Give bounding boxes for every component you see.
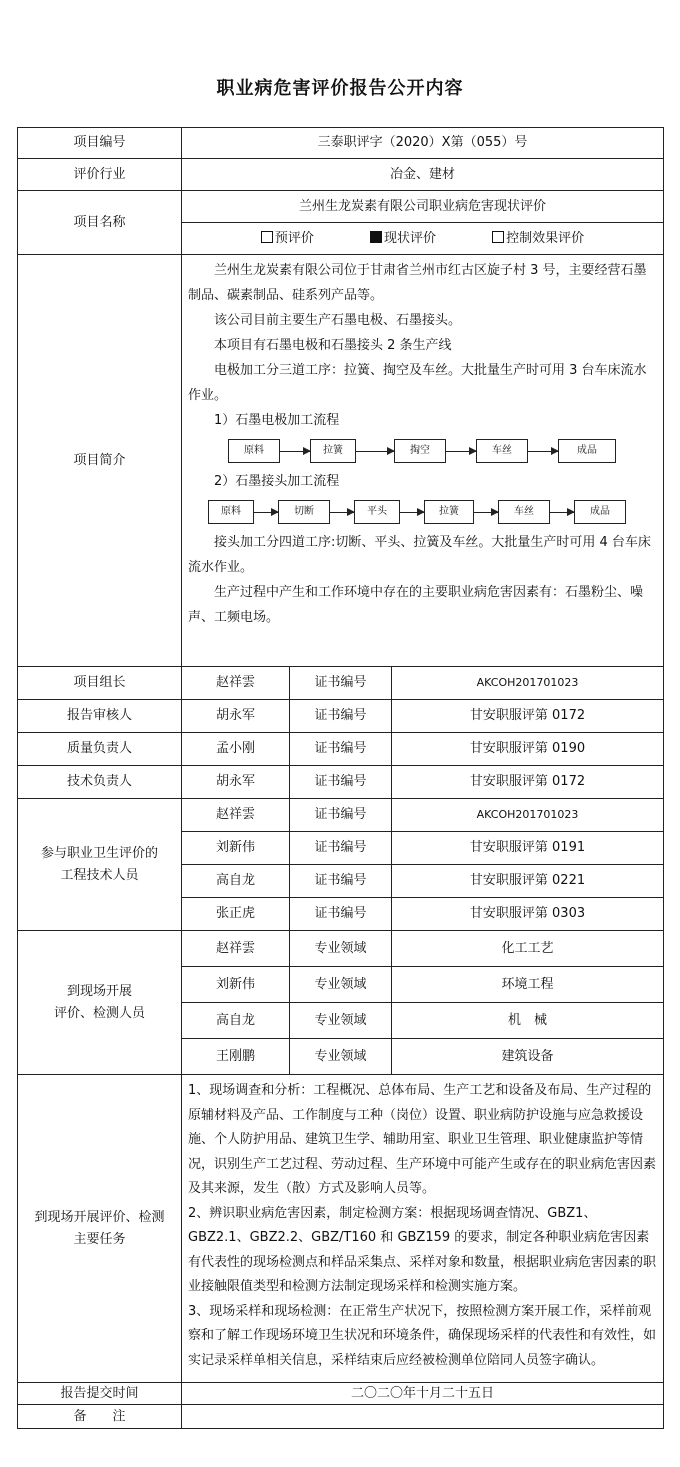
engineer-cert: 甘安职服评第 0303 (392, 898, 664, 931)
flow2-title: 2）石墨接头加工流程 (214, 474, 340, 489)
intro-label: 项目简介 (18, 255, 182, 667)
leader-role: 项目组长 (18, 667, 182, 700)
row-project-name (18, 191, 664, 223)
flow1-step-1: 原料 (228, 439, 280, 463)
project-no-label: 项目编号 (18, 128, 182, 159)
flow2-step-4: 拉簧 (424, 500, 474, 524)
flow1-step-5: 成品 (558, 439, 616, 463)
leader-cert-label: 证书编号 (290, 667, 392, 700)
reviewer-cert: 甘安职服评第 0172 (392, 700, 664, 733)
industry-value: 冶金、建材 (182, 159, 664, 191)
flow2-step-3: 平头 (354, 500, 400, 524)
row-remark (18, 1405, 664, 1429)
row-quality (18, 733, 664, 766)
quality-role: 质量负责人 (18, 733, 182, 766)
field-domain-label: 专业领域 (290, 1039, 392, 1075)
tasks-label: 到现场开展评价、检测 主要任务 (18, 1075, 182, 1383)
flow1-title: 1）石墨电极加工流程 (214, 413, 340, 428)
intro-p2: 该公司目前主要生产石墨电极、石墨接头。 (214, 313, 462, 328)
reviewer-name: 胡永军 (182, 700, 290, 733)
engineer-name: 刘新伟 (182, 832, 290, 865)
field-name: 赵祥雲 (182, 931, 290, 967)
flow2-step-1: 原料 (208, 500, 254, 524)
row-submit-date (18, 1383, 664, 1405)
option-control-eval[interactable]: 控制效果评价 (492, 231, 584, 247)
arrow-icon (330, 512, 354, 513)
field-name: 王刚鹏 (182, 1039, 290, 1075)
quality-cert-label: 证书编号 (290, 733, 392, 766)
project-no-value: 三泰职评字（2020）X第（055）号 (182, 128, 664, 159)
industry-label: 评价行业 (18, 159, 182, 191)
project-name-label: 项目名称 (18, 191, 182, 255)
flow-joint (208, 500, 657, 524)
engineer-cert-label: 证书编号 (290, 832, 392, 865)
tech-role: 技术负责人 (18, 766, 182, 799)
flow1-step-3: 掏空 (394, 439, 446, 463)
option-pre-eval[interactable]: 预评价 (261, 231, 314, 247)
field-domain-label: 专业领域 (290, 931, 392, 967)
row-intro (18, 255, 664, 667)
quality-name: 孟小刚 (182, 733, 290, 766)
arrow-icon (400, 512, 424, 513)
tasks-content (182, 1075, 664, 1383)
intro-p1: 兰州生龙炭素有限公司位于甘肃省兰州市红古区旋子村 3 号，主要经营石墨制品、碳素制品、硅系列产品等。 (188, 263, 647, 303)
arrow-icon (356, 451, 394, 452)
leader-cert: AKCOH201701023 (392, 667, 664, 700)
arrow-icon (280, 451, 310, 452)
row-tasks (18, 1075, 664, 1383)
engineer-name: 张正虎 (182, 898, 290, 931)
checkbox-pre-eval-icon[interactable] (261, 231, 273, 243)
intro-p6: 生产过程中产生和工作环境中存在的主要职业病危害因素有：石墨粉尘、噪声、工频电场。 (188, 585, 644, 625)
engineers-label: 参与职业卫生评价的 工程技术人员 (18, 799, 182, 931)
checkbox-control-eval-icon[interactable] (492, 231, 504, 243)
remark-label: 备 注 (18, 1405, 182, 1429)
remark-value (182, 1405, 664, 1429)
field-name: 刘新伟 (182, 967, 290, 1003)
row-reviewer (18, 700, 664, 733)
field-domain: 化工工艺 (392, 931, 664, 967)
flow2-step-6: 成品 (574, 500, 626, 524)
project-name-value: 兰州生龙炭素有限公司职业病危害现状评价 (182, 191, 664, 223)
flow2-step-2: 切断 (278, 500, 330, 524)
row-project-no (18, 128, 664, 159)
engineer-cert-label: 证书编号 (290, 799, 392, 832)
field-staff-label: 到现场开展 评价、检测人员 (18, 931, 182, 1075)
arrow-icon (528, 451, 558, 452)
field-domain: 机 械 (392, 1003, 664, 1039)
arrow-icon (474, 512, 498, 513)
engineer-cert-label: 证书编号 (290, 898, 392, 931)
task-3: 3、现场采样和现场检测：在正常生产状况下，按照检测方案开展工作，采样前观察和了解工作现场环境卫生状况和环境条件，确保现场采样的代表性和有效性，如实记录采样单相关信息，采样结束后应经被检测单位陪同人员签字确认。 (188, 1303, 657, 1368)
flow1-step-4: 车丝 (476, 439, 528, 463)
intro-p4: 电极加工分三道工序：拉簧、掏空及车丝。大批量生产时可用 3 台车床流水作业。 (188, 363, 647, 403)
reviewer-cert-label: 证书编号 (290, 700, 392, 733)
arrow-icon (550, 512, 574, 513)
quality-cert: 甘安职服评第 0190 (392, 733, 664, 766)
field-domain: 环境工程 (392, 967, 664, 1003)
field-domain: 建筑设备 (392, 1039, 664, 1075)
field-domain-label: 专业领域 (290, 1003, 392, 1039)
checkbox-status-eval-icon[interactable] (370, 231, 382, 243)
arrow-icon (254, 512, 278, 513)
field-name: 高自龙 (182, 1003, 290, 1039)
engineer-cert: AKCOH201701023 (392, 799, 664, 832)
submit-date-value: 二〇二〇年十月二十五日 (182, 1383, 664, 1405)
intro-p3: 本项目有石墨电极和石墨接头 2 条生产线 (214, 338, 452, 353)
task-2: 2、辨识职业病危害因素，制定检测方案：根据现场调查情况、GBZ1、GBZ2.1、GBZ2.2、GBZ/T160 和 GBZ159 的要求，制定各种职业病危害因素有代表性的现场检测点和样品采集点、采样对象和数量，根据职业病危害因素的职业接触限值类型和检测方法制定现场采样和检测实施方案。 (188, 1205, 657, 1294)
row-field-1 (18, 931, 664, 967)
flow-electrode (228, 439, 657, 463)
row-engineer-1 (18, 799, 664, 832)
tech-cert: 甘安职服评第 0172 (392, 766, 664, 799)
engineer-name: 赵祥雲 (182, 799, 290, 832)
flow2-step-5: 车丝 (498, 500, 550, 524)
row-tech (18, 766, 664, 799)
row-leader (18, 667, 664, 700)
engineer-cert: 甘安职服评第 0221 (392, 865, 664, 898)
task-1: 1、现场调查和分析：工程概况、总体布局、生产工艺和设备及布局、生产过程的原辅材料及产品、工作制度与工种（岗位）设置、职业病防护设施与应急救援设施、个人防护用品、建筑卫生学、辅助用室、职业卫生管理、职业健康监护等情况，识别生产工艺过程、劳动过程、生产环境中可能产生或存在的职业病危害因素及其来源，发生（散）方式及影响人员等。 (188, 1083, 657, 1196)
leader-name: 赵祥雲 (182, 667, 290, 700)
tech-name: 胡永军 (182, 766, 290, 799)
engineer-cert: 甘安职服评第 0191 (392, 832, 664, 865)
row-industry (18, 159, 664, 191)
page-title: 职业病危害评价报告公开内容 (216, 78, 464, 99)
eval-type-options (182, 223, 664, 255)
reviewer-role: 报告审核人 (18, 700, 182, 733)
arrow-icon (446, 451, 476, 452)
intro-content (182, 255, 664, 667)
field-domain-label: 专业领域 (290, 967, 392, 1003)
engineer-name: 高自龙 (182, 865, 290, 898)
intro-p5: 接头加工分四道工序:切断、平头、拉簧及车丝。大批量生产时可用 4 台车床流水作业。 (188, 535, 651, 575)
option-status-eval[interactable]: 现状评价 (370, 231, 436, 247)
submit-date-label: 报告提交时间 (18, 1383, 182, 1405)
report-table (17, 127, 664, 1429)
flow1-step-2: 拉簧 (310, 439, 356, 463)
engineer-cert-label: 证书编号 (290, 865, 392, 898)
tech-cert-label: 证书编号 (290, 766, 392, 799)
